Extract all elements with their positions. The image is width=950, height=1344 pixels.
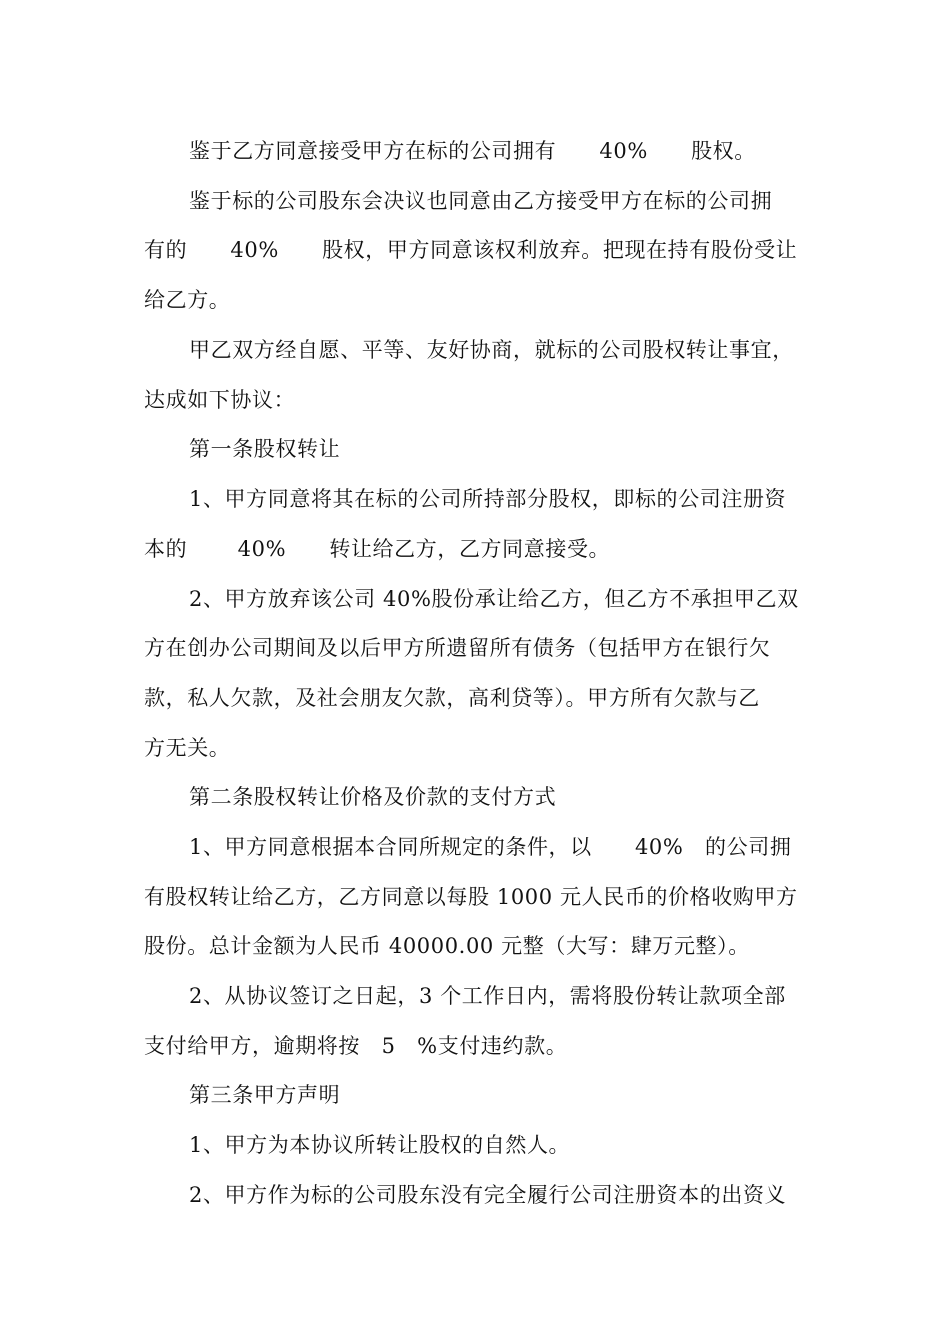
- section-heading: 第二条股权转让价格及价款的支付方式: [189, 785, 557, 809]
- paragraph-line: 方在创办公司期间及以后甲方所遗留所有债务（包括甲方在银行欠: [144, 636, 771, 660]
- paragraph-line: 支付给甲方，逾期将按 5 %支付违约款。: [144, 1034, 568, 1058]
- paragraph-line: 有的 40% 股权，甲方同意该权利放弃。把现在持有股份受让: [144, 238, 798, 262]
- paragraph-line: 有股权转让给乙方，乙方同意以每股 1000 元人民币的价格收购甲方: [144, 885, 798, 909]
- paragraph-line: 1、甲方为本协议所转让股权的自然人。: [189, 1133, 571, 1157]
- paragraph-line: 鉴于标的公司股东会决议也同意由乙方接受甲方在标的公司拥: [189, 189, 773, 213]
- paragraph-line: 1、甲方同意根据本合同所规定的条件，以 40% 的公司拥: [189, 835, 792, 859]
- paragraph-line: 甲乙双方经自愿、平等、友好协商，就标的公司股权转让事宜，: [189, 338, 794, 362]
- paragraph-line: 2、甲方作为标的公司股东没有完全履行公司注册资本的出资义: [189, 1183, 787, 1207]
- paragraph-line: 方无关。: [144, 736, 231, 760]
- paragraph-line: 达成如下协议：: [144, 388, 296, 412]
- paragraph-line: 股份。总计金额为人民币 40000.00 元整（大写：肆万元整）。: [144, 934, 750, 958]
- paragraph-line: 1、甲方同意将其在标的公司所持部分股权，即标的公司注册资: [189, 487, 787, 511]
- paragraph-line: 款，私人欠款，及社会朋友欠款，高利贷等）。甲方所有欠款与乙: [144, 686, 760, 710]
- section-heading: 第一条股权转让: [189, 437, 341, 461]
- paragraph-line: 鉴于乙方同意接受甲方在标的公司拥有 40% 股权。: [189, 139, 756, 163]
- paragraph-line: 2、甲方放弃该公司 40%股份承让给乙方，但乙方不承担甲乙双: [189, 587, 799, 611]
- section-heading: 第三条甲方声明: [189, 1083, 341, 1107]
- paragraph-line: 给乙方。: [144, 288, 231, 312]
- paragraph-line: 本的 40% 转让给乙方，乙方同意接受。: [144, 537, 611, 561]
- paragraph-line: 2、从协议签订之日起，3 个工作日内，需将股份转让款项全部: [189, 984, 786, 1008]
